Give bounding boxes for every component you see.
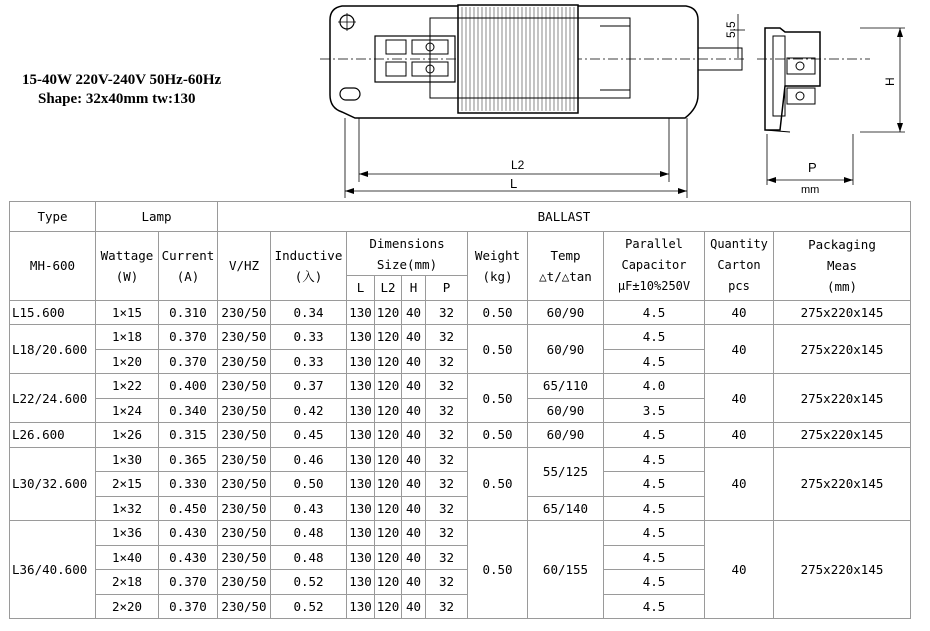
weight-cell: 0.50 (468, 300, 528, 325)
header-dim-l2: L2 (375, 276, 402, 301)
dim-h-cell: 40 (402, 398, 426, 423)
dim-h-cell: 40 (402, 423, 426, 448)
current-cell: 0.370 (159, 325, 218, 350)
wattage-cell: 1×18 (96, 325, 159, 350)
capacitor-cell: 4.5 (604, 447, 705, 472)
weight-cell: 0.50 (468, 423, 528, 448)
dim-l-cell: 130 (347, 545, 375, 570)
dim-l-cell: 130 (347, 325, 375, 350)
capacitor-cell: 4.5 (604, 349, 705, 374)
inductive-cell: 0.52 (271, 594, 347, 619)
ballast-technical-drawing (0, 0, 930, 200)
vhz-cell: 230/50 (218, 594, 271, 619)
packaging-cell: 275x220x145 (774, 521, 911, 619)
current-cell: 0.370 (159, 349, 218, 374)
current-cell: 0.430 (159, 521, 218, 546)
header-dim-p: P (426, 276, 468, 301)
quantity-cell: 40 (705, 521, 774, 619)
dim-l2-cell: 120 (375, 472, 402, 497)
temp-cell: 60/155 (528, 521, 604, 619)
dim-l-cell: 130 (347, 594, 375, 619)
table-row (10, 374, 911, 399)
dim-h-cell: 40 (402, 521, 426, 546)
type-cell: L30/32.600 (10, 447, 96, 521)
header-dimensions: Dimensions Size(mm) (347, 232, 468, 276)
quantity-cell: 40 (705, 300, 774, 325)
dim-l2-cell: 120 (375, 423, 402, 448)
table-row (10, 521, 911, 546)
header-vhz: V/HZ (218, 232, 271, 301)
inductive-cell: 0.34 (271, 300, 347, 325)
type-cell: L36/40.600 (10, 521, 96, 619)
dim-l2-cell: 120 (375, 521, 402, 546)
dim-h-label: H (883, 77, 897, 86)
dim-h-cell: 40 (402, 325, 426, 350)
inductive-cell: 0.42 (271, 398, 347, 423)
dim-p-cell: 32 (426, 496, 468, 521)
wattage-cell: 1×26 (96, 423, 159, 448)
temp-cell: 60/90 (528, 300, 604, 325)
wattage-cell: 1×36 (96, 521, 159, 546)
dim-p-label: P (808, 160, 817, 175)
header-dim-l: L (347, 276, 375, 301)
vhz-cell: 230/50 (218, 423, 271, 448)
current-cell: 0.450 (159, 496, 218, 521)
spec-line-2: Shape: 32x40mm tw:130 (38, 91, 196, 107)
dim-h-cell: 40 (402, 447, 426, 472)
dim-l-cell: 130 (347, 472, 375, 497)
temp-cell: 65/110 (528, 374, 604, 399)
inductive-cell: 0.33 (271, 349, 347, 374)
current-cell: 0.365 (159, 447, 218, 472)
type-cell: L26.600 (10, 423, 96, 448)
capacitor-cell: 4.5 (604, 423, 705, 448)
dim-l2-cell: 120 (375, 496, 402, 521)
temp-cell: 55/125 (528, 447, 604, 496)
side-terminal-lower (787, 88, 815, 104)
temp-cell: 65/140 (528, 496, 604, 521)
current-cell: 0.340 (159, 398, 218, 423)
inductive-cell: 0.46 (271, 447, 347, 472)
dim-p-cell: 32 (426, 349, 468, 374)
vhz-cell: 230/50 (218, 472, 271, 497)
header-dim-h: H (402, 276, 426, 301)
dim-p-cell: 32 (426, 545, 468, 570)
inductive-cell: 0.43 (271, 496, 347, 521)
dim-l2-cell: 120 (375, 570, 402, 595)
quantity-cell: 40 (705, 447, 774, 521)
weight-cell: 0.50 (468, 521, 528, 619)
vhz-cell: 230/50 (218, 521, 271, 546)
dim-l2-label: L2 (511, 158, 525, 172)
inductive-cell: 0.37 (271, 374, 347, 399)
vhz-cell: 230/50 (218, 349, 271, 374)
header-model: MH-600 (10, 232, 96, 301)
dim-h-cell: 40 (402, 349, 426, 374)
dim-l-label: L (510, 176, 518, 191)
current-cell: 0.315 (159, 423, 218, 448)
table-row (10, 325, 911, 350)
dim-h-cell: 40 (402, 496, 426, 521)
weight-cell: 0.50 (468, 325, 528, 374)
temp-cell: 60/90 (528, 423, 604, 448)
dim-l-cell: 130 (347, 423, 375, 448)
dim-h-cell: 40 (402, 594, 426, 619)
dim-p-cell: 32 (426, 521, 468, 546)
packaging-cell: 275x220x145 (774, 423, 911, 448)
dim-l2-cell: 120 (375, 374, 402, 399)
dim-p-cell: 32 (426, 594, 468, 619)
inductive-cell: 0.50 (271, 472, 347, 497)
dim-h-cell: 40 (402, 374, 426, 399)
dim-p-cell: 32 (426, 570, 468, 595)
packaging-cell: 275x220x145 (774, 300, 911, 325)
wattage-cell: 2×18 (96, 570, 159, 595)
dim-p-cell: 32 (426, 398, 468, 423)
wattage-cell: 2×15 (96, 472, 159, 497)
current-cell: 0.370 (159, 570, 218, 595)
capacitor-cell: 4.0 (604, 374, 705, 399)
current-cell: 0.310 (159, 300, 218, 325)
dim-l-cell: 130 (347, 374, 375, 399)
inductive-cell: 0.48 (271, 521, 347, 546)
inductive-cell: 0.52 (271, 570, 347, 595)
inductive-cell: 0.45 (271, 423, 347, 448)
capacitor-cell: 4.5 (604, 570, 705, 595)
weight-cell: 0.50 (468, 374, 528, 423)
header-quantity: Quantity Carton pcs (705, 232, 774, 301)
current-cell: 0.370 (159, 594, 218, 619)
weight-cell: 0.50 (468, 447, 528, 521)
dim-l-cell: 130 (347, 300, 375, 325)
dim-p-cell: 32 (426, 325, 468, 350)
quantity-cell: 40 (705, 325, 774, 374)
dim-p-cell: 32 (426, 374, 468, 399)
ballast-spec-table (9, 201, 911, 619)
packaging-cell: 275x220x145 (774, 374, 911, 423)
header-ballast: BALLAST (218, 202, 911, 232)
dim-h-cell: 40 (402, 472, 426, 497)
header-inductive: Inductive (入) (271, 232, 347, 301)
table-row (10, 423, 911, 448)
capacitor-cell: 3.5 (604, 398, 705, 423)
dim-l-cell: 130 (347, 521, 375, 546)
capacitor-cell: 4.5 (604, 300, 705, 325)
wattage-cell: 2×20 (96, 594, 159, 619)
dim-l2-cell: 120 (375, 349, 402, 374)
wattage-cell: 1×40 (96, 545, 159, 570)
capacitor-cell: 4.5 (604, 472, 705, 497)
dim-h-cell: 40 (402, 570, 426, 595)
capacitor-cell: 4.5 (604, 521, 705, 546)
dim-l2-cell: 120 (375, 594, 402, 619)
dim-l-cell: 130 (347, 447, 375, 472)
header-wattage: Wattage (W) (96, 232, 159, 301)
header-weight: Weight (kg) (468, 232, 528, 301)
header-type: Type (10, 202, 96, 232)
header-capacitor: Parallel Capacitor μF±10%250V (604, 232, 705, 301)
type-cell: L15.600 (10, 300, 96, 325)
type-cell: L22/24.600 (10, 374, 96, 423)
wattage-cell: 1×22 (96, 374, 159, 399)
dim-l2-cell: 120 (375, 398, 402, 423)
vhz-cell: 230/50 (218, 447, 271, 472)
dim-l-cell: 130 (347, 570, 375, 595)
mounting-slot-bottom (340, 88, 360, 100)
capacitor-cell: 4.5 (604, 545, 705, 570)
dim-h-cell: 40 (402, 545, 426, 570)
current-cell: 0.430 (159, 545, 218, 570)
current-cell: 0.400 (159, 374, 218, 399)
capacitor-cell: 4.5 (604, 325, 705, 350)
header-packaging: Packaging Meas (mm) (774, 232, 911, 301)
header-lamp: Lamp (96, 202, 218, 232)
dim-l2-cell: 120 (375, 325, 402, 350)
dim-l-cell: 130 (347, 496, 375, 521)
dim-h-cell: 40 (402, 300, 426, 325)
side-terminal-upper (787, 58, 815, 74)
wattage-cell: 1×24 (96, 398, 159, 423)
packaging-cell: 275x220x145 (774, 325, 911, 374)
vhz-cell: 230/50 (218, 398, 271, 423)
vhz-cell: 230/50 (218, 300, 271, 325)
vhz-cell: 230/50 (218, 496, 271, 521)
wattage-cell: 1×20 (96, 349, 159, 374)
dim-p-cell: 32 (426, 300, 468, 325)
inductive-cell: 0.48 (271, 545, 347, 570)
temp-cell: 60/90 (528, 398, 604, 423)
quantity-cell: 40 (705, 423, 774, 448)
dim-l2-cell: 120 (375, 300, 402, 325)
spec-line-1: 15-40W 220V-240V 50Hz-60Hz (22, 72, 222, 88)
table-row (10, 447, 911, 472)
current-cell: 0.330 (159, 472, 218, 497)
type-cell: L18/20.600 (10, 325, 96, 374)
dim-p-cell: 32 (426, 447, 468, 472)
dim-l2-cell: 120 (375, 447, 402, 472)
vhz-cell: 230/50 (218, 545, 271, 570)
header-temp: Temp △t/△tan (528, 232, 604, 301)
quantity-cell: 40 (705, 374, 774, 423)
vhz-cell: 230/50 (218, 325, 271, 350)
dim-l-cell: 130 (347, 398, 375, 423)
header-current: Current (A) (159, 232, 218, 301)
wattage-cell: 1×15 (96, 300, 159, 325)
packaging-cell: 275x220x145 (774, 447, 911, 521)
wattage-cell: 1×30 (96, 447, 159, 472)
dim-p-cell: 32 (426, 472, 468, 497)
dim-p-cell: 32 (426, 423, 468, 448)
dim-l2-cell: 120 (375, 545, 402, 570)
inductive-cell: 0.33 (271, 325, 347, 350)
temp-cell: 60/90 (528, 325, 604, 374)
capacitor-cell: 4.5 (604, 496, 705, 521)
table-row (10, 300, 911, 325)
vhz-cell: 230/50 (218, 570, 271, 595)
vhz-cell: 230/50 (218, 374, 271, 399)
dim-5-5-label: 5.5 (724, 21, 738, 38)
capacitor-cell: 4.5 (604, 594, 705, 619)
wattage-cell: 1×32 (96, 496, 159, 521)
dim-mm-label: mm (801, 184, 820, 196)
dim-l-cell: 130 (347, 349, 375, 374)
